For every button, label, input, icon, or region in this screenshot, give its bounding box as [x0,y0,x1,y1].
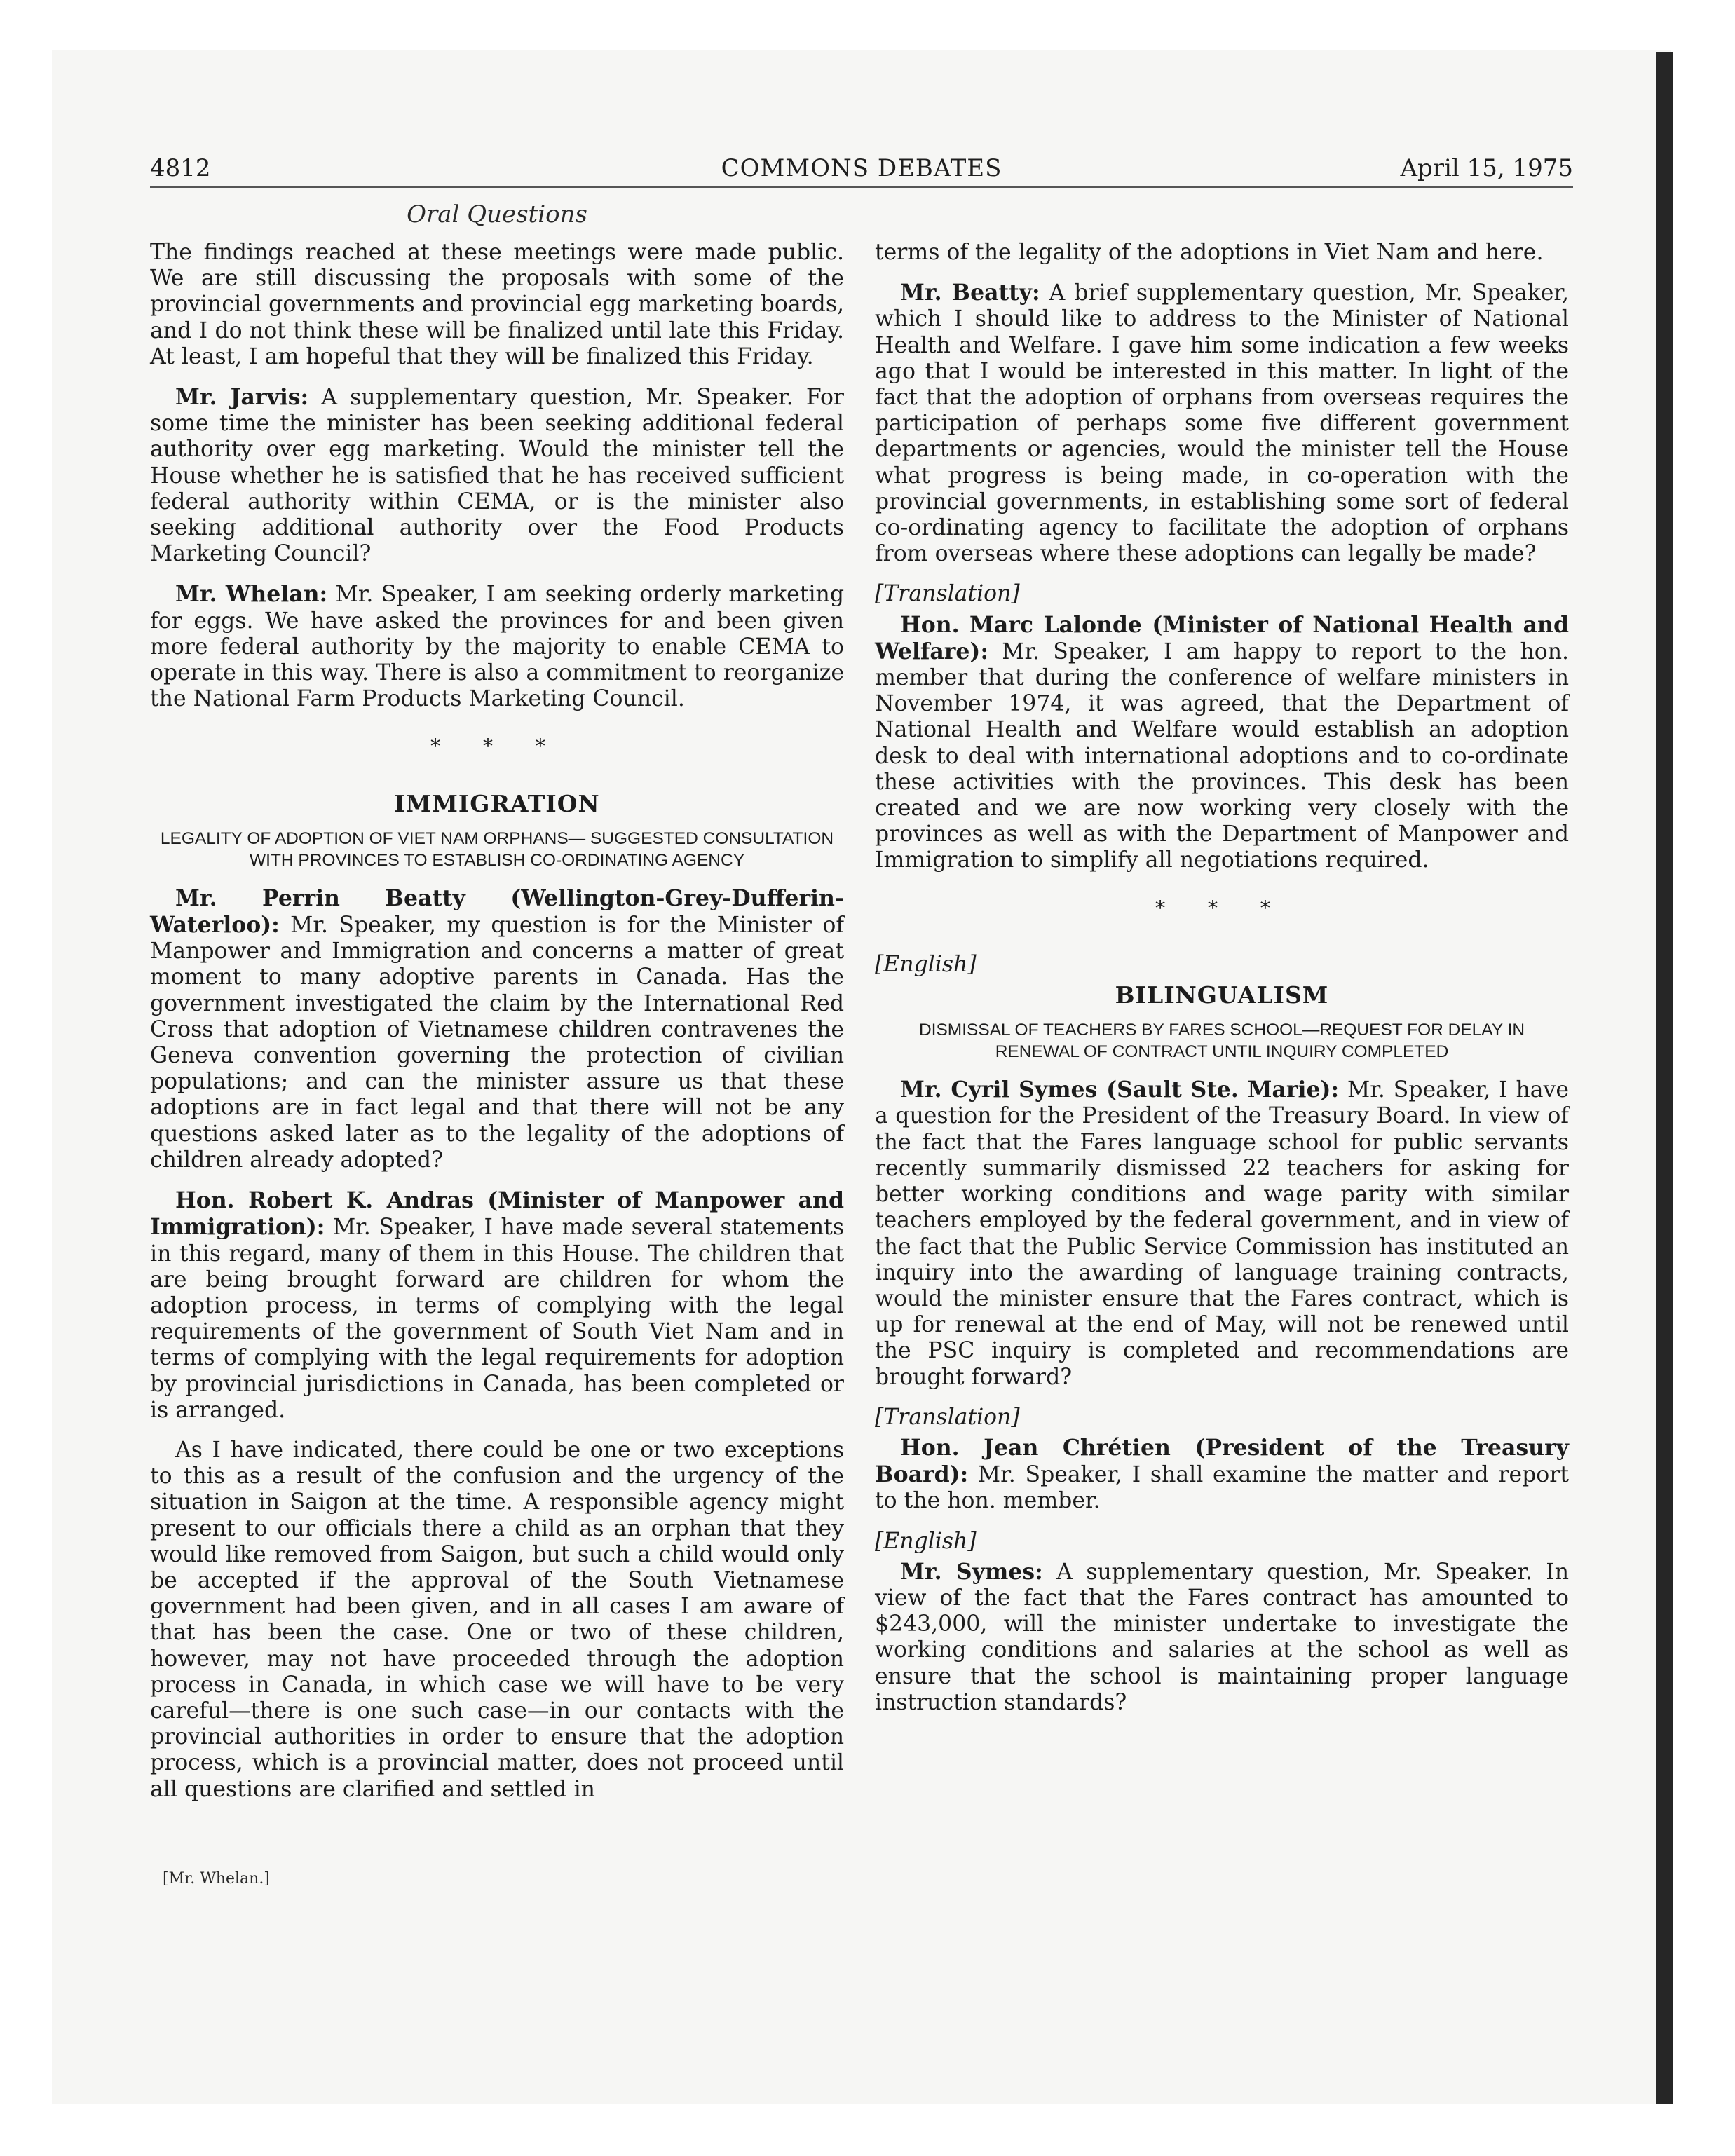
footer-note: [Mr. Whelan.] [163,1870,270,1888]
language-note: [Translation] [875,1404,1020,1430]
speaker-name: Mr. Whelan: [175,581,328,608]
header-date: April 15, 1975 [1400,154,1573,182]
speaker-name: Mr. Cyril Symes (Sault Ste. Marie): [900,1077,1340,1103]
paragraph-text: Mr. Speaker, I have made several statements in this regard, many of them in this House. The children that are being brought forward are children for whom the adoption process, in terms of complying with the legal requirements of the government of South Viet Nam and in terms of complying with the legal requirements for adoption by provincial jurisdictions in Canada, has been completed or is arranged. [150,1215,844,1423]
paragraph-text: Mr. Speaker, I am seeking orderly marketing for eggs. We have asked the provinces for and been given more federal authority by the majority to enable CEMA to operate in this way. There is also a commitment to reorganize the National Farm Products Marketing Council. [150,582,844,712]
paragraph-text: Mr. Speaker, my question is for the Minister of Manpower and Immigration and concerns a matter of great moment to many adoptive parents in Canada. Has the government investigated the claim by the International Red Cross that adoption of Vietnamese children contravenes the Geneva convention governing the protection of civilian populations; and can the minister assure us that these adoptions are in fact legal and that there will not be any questions asked later as to the legality of the adoptions of children already adopted? [150,913,844,1173]
paragraph-text: Mr. Speaker, I am happy to report to the hon. member that during the conference of welfare ministers in November 1974, it was agreed, that the Department of National Health and Welfare would establish an adoption desk to deal with international adoptions and to co-ordinate these activities with the provinces. This desk has been created and we are now working very closely with the provinces as well as with the Department of Manpower and Immigration to simplify all negotiations required. [875,639,1569,873]
speaker-name: Mr. Jarvis: [175,384,309,411]
paragraph [875,1559,1569,1716]
paragraph [150,384,844,567]
left-column [150,240,844,1817]
speaker-name: Hon. Robert K. Andras (Minister of Manpower and Immigration): [150,1187,844,1241]
rubric-subheading: LEGALITY OF ADOPTION OF VIET NAM ORPHANS— SUGGESTED CONSULTATION WITH PROVINCES TO ESTABLISH CO-ORDINATING AGENCY [160,828,834,870]
paragraph: terms of the legality of the adoptions in Viet Nam and here. [875,240,1544,265]
rubric-heading: IMMIGRATION [394,789,600,817]
paragraph [150,1187,844,1424]
page-header [150,151,1573,188]
speaker-name: Hon. Marc Lalonde (Minister of National Health and Welfare): [875,611,1569,664]
paragraph [150,581,844,712]
paragraph: The findings reached at these meetings were made public. We are still discussing the proposals with some of the provincial governments and provincial egg marketing boards, and I do not think these will be finalized until late this Friday. At least, I am hopeful that they will be finalized this Friday. [150,240,844,369]
paragraph [150,885,844,1173]
rubric-subheading: DISMISSAL OF TEACHERS BY FARES SCHOOL—REQUEST FOR DELAY IN RENEWAL OF CONTRACT UNTIL INQUIRY COMPLETED [918,1021,1525,1062]
paragraph-text: A supplementary question, Mr. Speaker. For some time the minister has been seeking additional federal authority over egg marketing. Would the minister tell the House whether he is satisfied that he has received sufficient federal authority within CEMA, or is the minister also seeking additional authority over the Food Products Marketing Council? [150,385,844,567]
section-label: Oral Questions [407,200,587,228]
paragraph [875,612,1569,874]
paragraph-text: Mr. Speaker, I shall examine the matter and report to the hon. member. [875,1462,1569,1514]
paragraph: As I have indicated, there could be one or two exceptions to this as a result of the confusion and the urgency of the situation in Saigon at the time. A responsible agency might present to our officials there a child as an orphan that they would like removed from Saigon, but such a child would only be accepted if the approval of the South Vietnamese government had been given, and in all cases I am aware of that has been the case. One or two of these children, however, may not have proceeded through the adoption process in Canada, in which case we will have to be very careful—there is one such case—in our contacts with the provincial authorities in order to ensure that the adoption process, which is a provincial matter, does not proceed until all questions are clarified and settled in [150,1437,844,1802]
paragraph [875,1077,1569,1390]
section-separator: * * * [430,735,564,758]
paragraph [875,280,1569,567]
speaker-name: Mr. Perrin Beatty (Wellington-Grey-Dufferin-Waterloo): [150,885,844,939]
paragraph-text: A brief supplementary question, Mr. Speaker, which I should like to address to the Minister of National Health and Welfare. I gave him some indication a few weeks ago that I would be interested in this matter. In light of the fact that the adoption of orphans from overseas requires the participation of perhaps some five different government departments or agencies, would the minister tell the House what progress is being made, in co-operation with the provincial governments, in establishing some sort of federal co-ordinating agency to facilitate the adoption of orphans from overseas where these adoptions can legally be made? [875,280,1569,567]
section-separator: * * * [1155,896,1288,920]
speaker-name: Hon. Jean Chrétien (President of the Treasury Board): [875,1434,1569,1488]
paragraph-text: A supplementary question, Mr. Speaker. In view of the fact that the Fares contract has amounted to $243,000, will the minister undertake to investigate the working conditions and salaries at the school as well as ensure that the school is maintaining proper language instruction standards? [875,1559,1569,1715]
page-number: 4812 [150,154,211,182]
right-column [875,240,1569,1730]
language-note: [English] [875,1528,977,1554]
speaker-name: Mr. Beatty: [900,280,1040,306]
language-note: [Translation] [875,581,1020,607]
paragraph [875,1435,1569,1515]
paragraph-text: Mr. Speaker, I have a question for the President of the Treasury Board. In view of the fact that the Fares language school for public servants recently summarily dismissed 22 teachers for asking for better working conditions and wage parity with similar teachers employed by the federal government, and in view of the fact that the Public Service Commission has instituted an inquiry into the awarding of language training contracts, would the minister ensure that the Fares contract, which is up for renewal at the end of May, will not be renewed until the PSC inquiry is completed and recommendations are brought forward? [875,1077,1569,1390]
scan-spine-edge [1656,52,1673,2104]
speaker-name: Mr. Symes: [900,1558,1043,1585]
rubric-heading: BILINGUALISM [1115,981,1329,1009]
language-note: [English] [875,951,977,977]
journal-title: COMMONS DEBATES [721,154,1002,182]
